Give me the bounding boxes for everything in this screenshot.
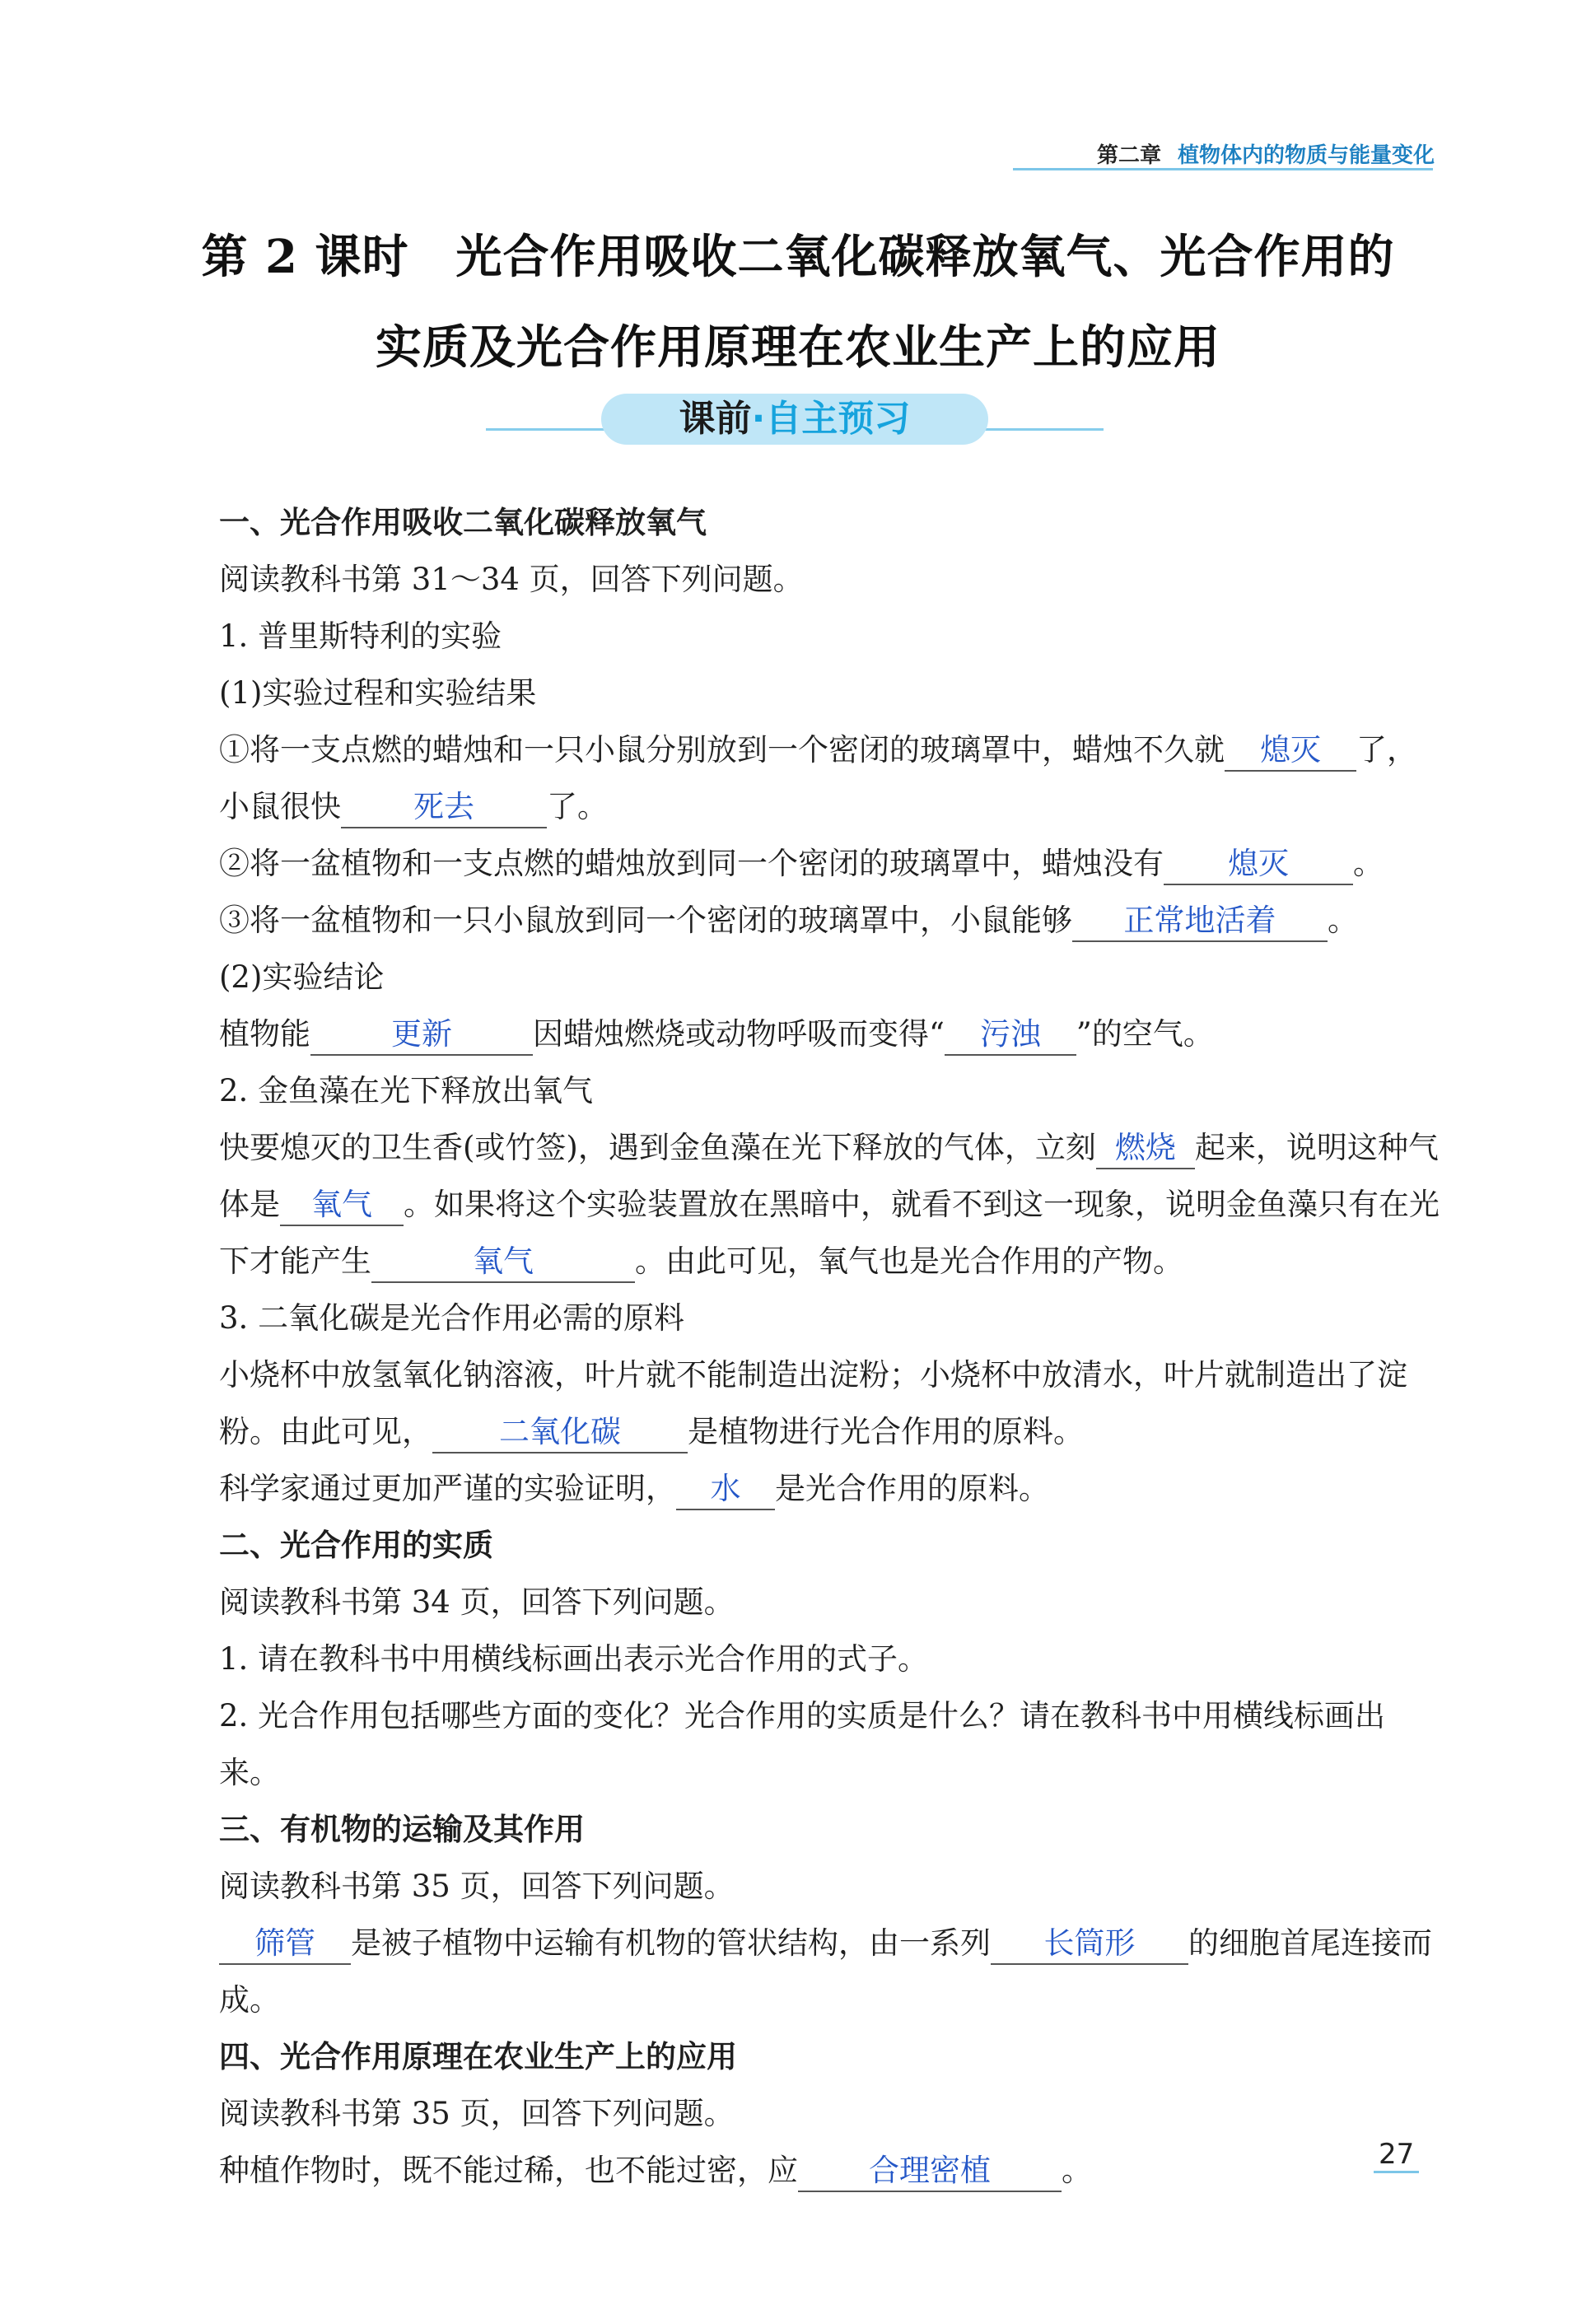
text: 了。 (547, 789, 608, 824)
text: 因蜡烛燃烧或动物呼吸而变得“ (533, 1016, 945, 1052)
banner-rule-left (486, 428, 609, 431)
text: 植物能 (219, 1016, 310, 1052)
section-2-q1: 1. 请在教科书中用横线标画出表示光合作用的式子。 (219, 1641, 929, 1677)
text: ①将一支点燃的蜡烛和一只小鼠分别放到一个密闭的玻璃罩中，蜡烛不久就 (219, 732, 1225, 768)
section-4-intro: 阅读教科书第 35 页，回答下列问题。 (219, 2096, 735, 2131)
banner-part2: 自主预习 (765, 398, 911, 440)
experiment-3 (155, 892, 1440, 949)
banner-dot: · (751, 398, 766, 440)
banner-part1: 课前 (679, 398, 752, 440)
text: ③将一盆植物和一只小鼠放到同一个密闭的玻璃罩中，小鼠能够 (219, 903, 1072, 938)
text: ②将一盆植物和一支点燃的蜡烛放到同一个密闭的玻璃罩中，蜡烛没有 (219, 846, 1164, 881)
text: 科学家通过更加严谨的实验证明， (219, 1471, 676, 1506)
conclusion (155, 1006, 1440, 1062)
section-banner (601, 394, 988, 445)
section-3-heading: 三、有机物的运输及其作用 (219, 1812, 585, 1847)
text: 是被子植物中运输有机物的管状结构，由一系列 (351, 1925, 991, 1961)
page-number: 27 (1374, 2138, 1419, 2173)
answer-blank[interactable]: 氧气 (371, 1242, 635, 1283)
section-2-q2: 2. 光合作用包括哪些方面的变化？光合作用的实质是什么？请在教科书中用横线标画出来。 (219, 1698, 1386, 1790)
question-1b-title: (2)实验结论 (219, 959, 385, 995)
text: 。如果将这个实验装置放在黑暗中，就看不到这一现象，说明金鱼藻只有在光下才能产生 (219, 1187, 1440, 1279)
header-rule (1013, 168, 1433, 170)
answer-blank[interactable]: 水 (676, 1469, 775, 1510)
text: 是光合作用的原料。 (775, 1471, 1049, 1506)
worksheet-content (155, 494, 1440, 2199)
chapter-header (1097, 138, 1435, 169)
answer-blank[interactable]: 熄灭 (1225, 730, 1356, 772)
text: 。由此可见，氧气也是光合作用的产物。 (635, 1243, 1183, 1279)
answer-blank[interactable]: 二氧化碳 (432, 1412, 688, 1453)
text: 是植物进行光合作用的原料。 (688, 1414, 1084, 1449)
section-3-text (155, 1915, 1440, 2028)
answer-blank[interactable]: 长筒形 (991, 1924, 1188, 1965)
answer-blank[interactable]: 污浊 (945, 1015, 1076, 1056)
text: 。 (1062, 2153, 1092, 2188)
question-3-text (155, 1346, 1440, 1460)
experiment-2 (155, 835, 1440, 892)
text: 。 (1328, 903, 1358, 938)
lesson-title-line2: 实质及光合作用原理在农业生产上的应用 (376, 320, 1220, 375)
section-3-intro: 阅读教科书第 35 页，回答下列问题。 (219, 1869, 735, 1904)
section-2-intro: 阅读教科书第 34 页，回答下列问题。 (219, 1584, 735, 1620)
text: 。 (1353, 846, 1384, 881)
text: 快要熄灭的卫生香(或竹签)，遇到金鱼藻在光下释放的气体，立刻 (219, 1130, 1096, 1165)
section-1-heading: 一、光合作用吸收二氧化碳释放氧气 (219, 505, 707, 540)
question-2-text (155, 1119, 1440, 1290)
answer-blank[interactable]: 正常地活着 (1072, 901, 1328, 942)
answer-blank[interactable]: 熄灭 (1164, 844, 1353, 885)
answer-blank[interactable]: 燃烧 (1096, 1128, 1195, 1169)
text: 起来，说明这种气体是 (219, 1130, 1439, 1222)
chapter-label: 第二章 (1096, 143, 1161, 168)
text: ”的空气。 (1076, 1016, 1214, 1052)
text: 的细胞首尾连接而成。 (219, 1925, 1432, 2018)
chapter-title: 植物体内的物质与能量变化 (1177, 143, 1435, 168)
banner-rule-right (980, 428, 1104, 431)
text: 小烧杯中放氢氧化钠溶液，叶片就不能制造出淀粉；小烧杯中放清水，叶片就制造出了淀粉。由此可见， (219, 1357, 1407, 1449)
answer-blank[interactable]: 更新 (310, 1015, 533, 1056)
answer-blank[interactable]: 死去 (341, 787, 547, 828)
text: 了，小鼠很快 (219, 732, 1417, 824)
section-1-intro: 阅读教科书第 31～34 页，回答下列问题。 (219, 562, 804, 597)
experiment-1 (155, 721, 1440, 835)
answer-blank[interactable]: 氧气 (280, 1185, 404, 1226)
answer-blank[interactable]: 合理密植 (798, 2151, 1062, 2192)
lesson-title-line1: 第 2 课时 光合作用吸收二氧化碳释放氧气、光合作用的 (201, 230, 1395, 284)
question-3-extra (155, 1460, 1440, 1517)
text: 种植作物时，既不能过稀，也不能过密，应 (219, 2153, 798, 2188)
section-2-heading: 二、光合作用的实质 (219, 1528, 493, 1563)
question-3-title: 3. 二氧化碳是光合作用必需的原料 (219, 1300, 685, 1336)
section-4-text (155, 2142, 1440, 2199)
question-1-title: 1. 普里斯特利的实验 (219, 618, 502, 654)
section-4-heading: 四、光合作用原理在农业生产上的应用 (219, 2039, 737, 2074)
question-1a-title: (1)实验过程和实验结果 (219, 675, 537, 711)
answer-blank[interactable]: 筛管 (219, 1924, 351, 1965)
question-2-title: 2. 金鱼藻在光下释放出氧气 (219, 1073, 594, 1108)
